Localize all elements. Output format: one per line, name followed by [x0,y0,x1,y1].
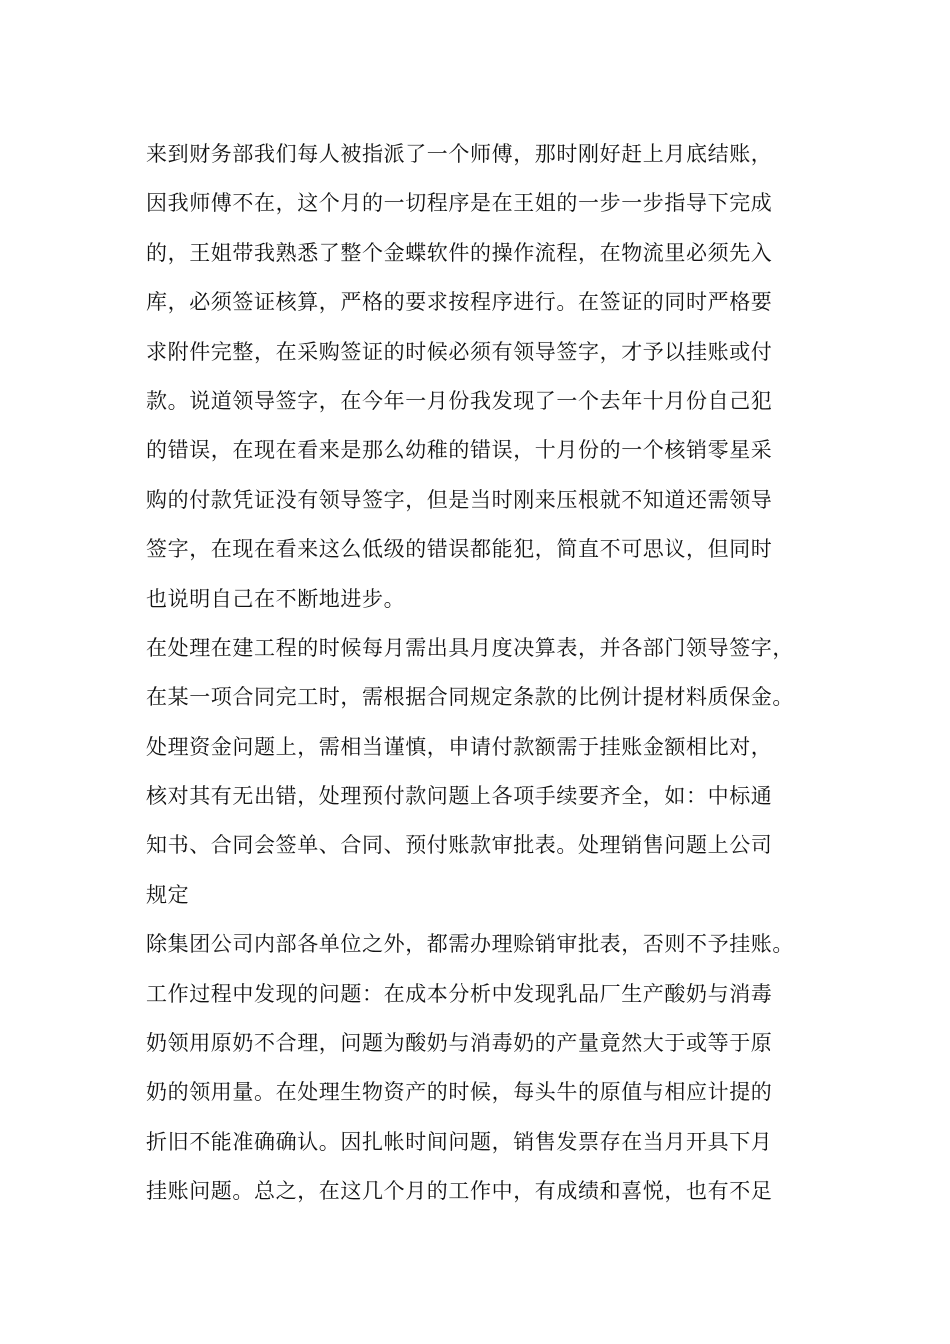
text-line: 的错误，在现在看来是那么幼稚的错误，十月份的一个核销零星采 [146,438,773,463]
text-line: 奶的领用量。在处理生物资产的时候，每头牛的原值与相应计提的 [146,1080,773,1105]
text-line: 库，必须签证核算，严格的要求按程序进行。在签证的同时严格要 [146,290,773,315]
text-line: 规定 [146,882,190,907]
text-line: 在某一项合同完工时，需根据合同规定条款的比例计提材料质保金。 [146,685,794,710]
text-line: 在处理在建工程的时候每月需出具月度决算表，并各部门领导签字， [146,635,794,660]
text-line: 签字，在现在看来这么低级的错误都能犯，简直不可思议，但同时 [146,537,773,562]
text-line: 核对其有无出错，处理预付款问题上各项手续要齐全，如：中标通 [146,784,773,809]
text-line: 购的付款凭证没有领导签字，但是当时刚来压根就不知道还需领导 [146,487,773,512]
text-line: 款。说道领导签字，在今年一月份我发现了一个去年十月份自己犯 [146,388,773,413]
text-line: 折旧不能准确确认。因扎帐时间问题，销售发票存在当月开具下月 [146,1129,773,1154]
text-line: 来到财务部我们每人被指派了一个师傅，那时刚好赶上月底结账， [146,142,773,166]
body-text [146,130,826,1217]
text-line: 除集团公司内部各单位之外，都需办理赊销审批表，否则不予挂账。 [146,932,794,957]
text-line: 处理资金问题上，需相当谨慎，申请付款额需于挂账金额相比对， [146,734,773,759]
text-line: 因我师傅不在，这个月的一切程序是在王姐的一步一步指导下完成 [146,191,773,216]
text-line: 的，王姐带我熟悉了整个金蝶软件的操作流程，在物流里必须先入 [146,240,773,265]
text-line: 求附件完整，在采购签证的时候必须有领导签字，才予以挂账或付 [146,339,773,364]
text-line: 知书、合同会签单、合同、预付账款审批表。处理销售问题上公司 [146,833,773,858]
text-line: 挂账问题。总之，在这几个月的工作中，有成绩和喜悦，也有不足 [146,1179,773,1204]
text-line: 奶领用原奶不合理，问题为酸奶与消毒奶的产量竟然大于或等于原 [146,1031,773,1056]
text-line: 也说明自己在不断地进步。 [146,586,406,611]
text-line: 工作过程中发现的问题：在成本分析中发现乳品厂生产酸奶与消毒 [146,981,773,1006]
